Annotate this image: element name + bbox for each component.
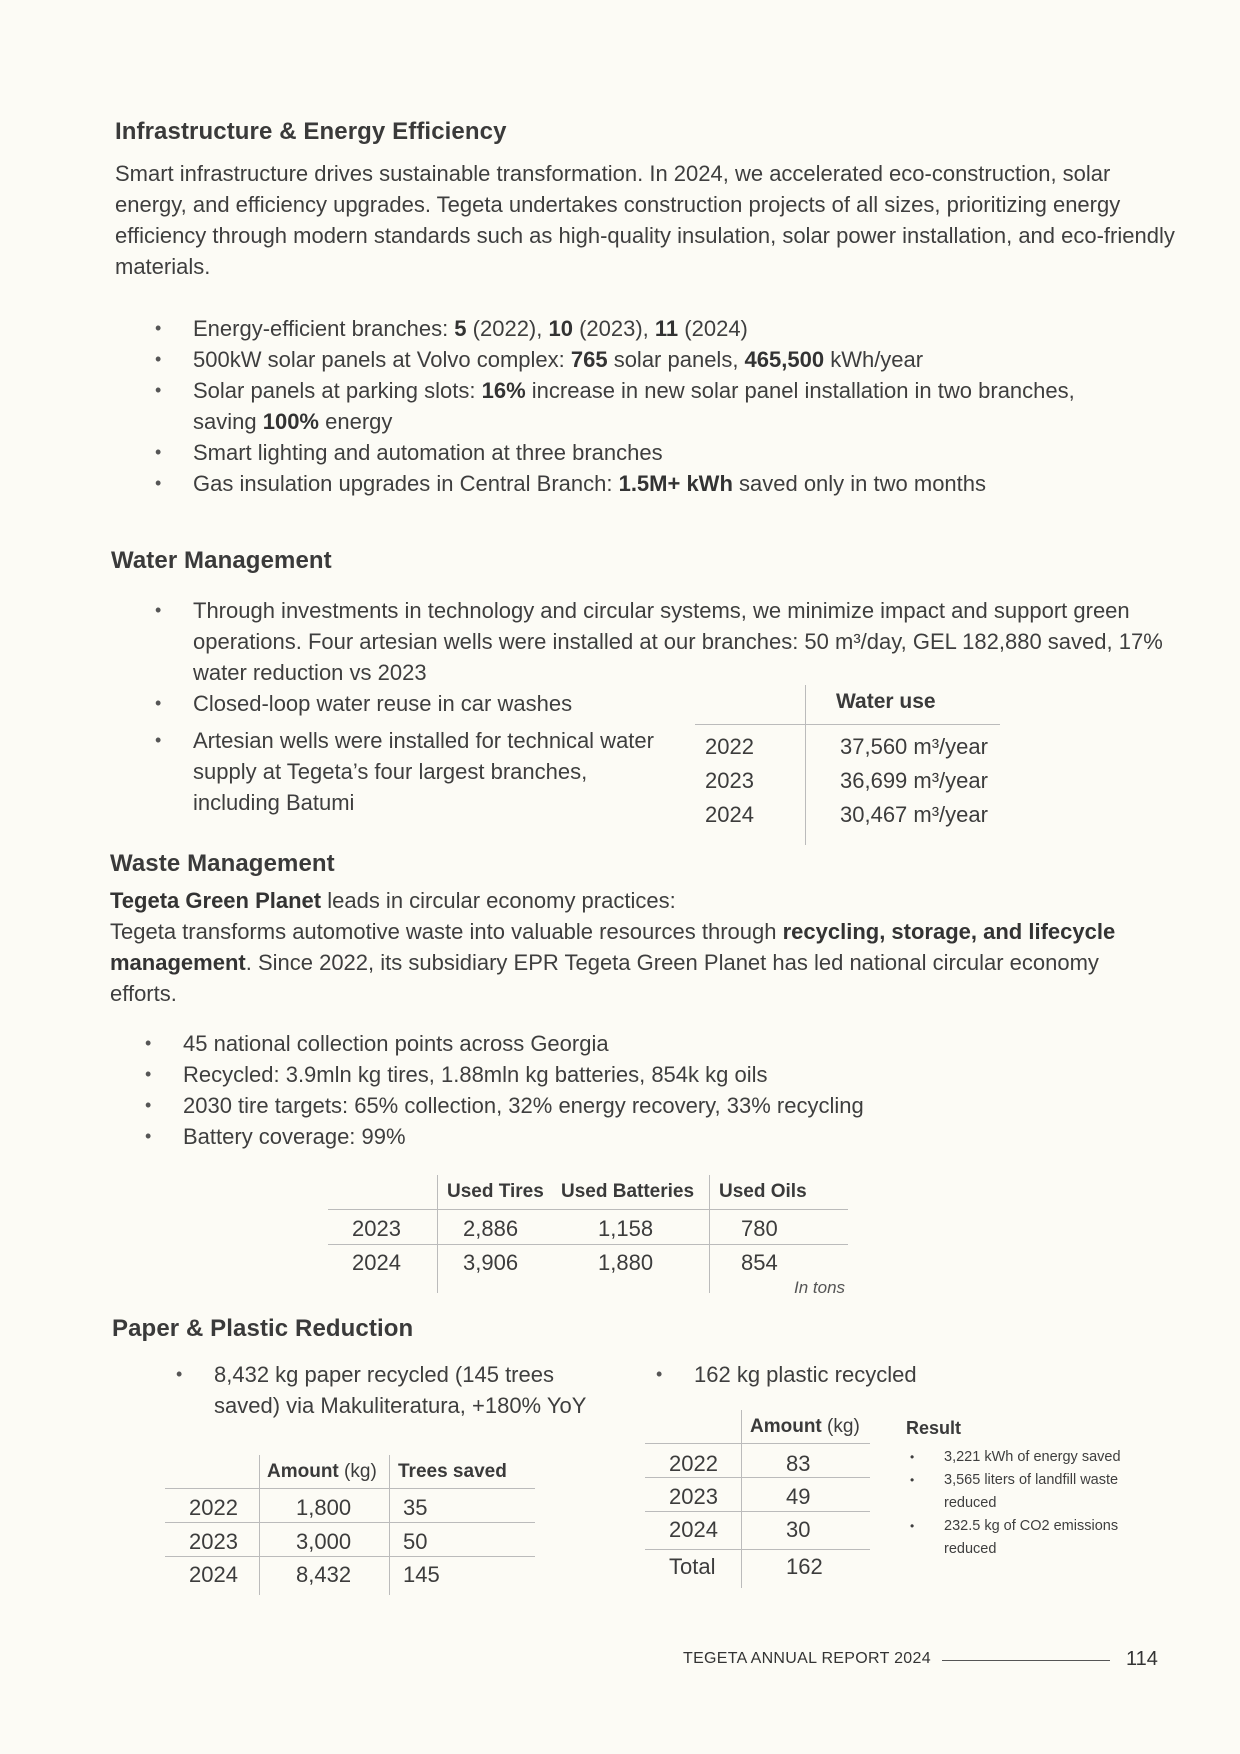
list-item: • Solar panels at parking slots: 16% increase in new solar panel installation in two branches, saving 100% energy bbox=[155, 375, 1105, 437]
waste-table: Used Tires Used Batteries Used Oils 2023 2,886 1,158 780 2024 3,906 1,880 854 In tons bbox=[328, 1175, 848, 1295]
paper-bullets bbox=[176, 1359, 616, 1421]
result-list bbox=[906, 1446, 1156, 1561]
list-item: • 3,221 kWh of energy saved bbox=[906, 1446, 1156, 1469]
header-used-batteries: Used Batteries bbox=[561, 1181, 695, 1202]
table-row: 2023 bbox=[705, 768, 754, 793]
water-heading: Water Management bbox=[111, 547, 332, 574]
list-item: • 232.5 kg of CO2 emissions reduced bbox=[906, 1515, 1156, 1561]
list-item: • Through investments in technology and circular systems, we minimize impact and support green operations. Four artesian wells were installed at our branches: 50 m³/day, GEL 182,880 saved, 17% water reduction vs 2023 bbox=[155, 595, 1175, 688]
list-item: • 8,432 kg paper recycled (145 trees saved) via Makuliteratura, +180% YoY bbox=[176, 1359, 616, 1421]
header-used-tires: Used Tires bbox=[447, 1181, 544, 1202]
waste-bullets bbox=[145, 1028, 1145, 1152]
infrastructure-intro: Smart infrastructure drives sustainable transformation. In 2024, we accelerated eco-construction, solar energy, and efficiency upgrades. Tegeta undertakes construction projects of all sizes, prioritizing energy efficiency through modern standards such as high-quality insulation, solar power installation, and eco-friendly materials. bbox=[115, 161, 1175, 279]
list-item: • Recycled: 3.9mln kg tires, 1.88mln kg batteries, 854k kg oils bbox=[145, 1059, 1145, 1090]
list-item: • 500kW solar panels at Volvo complex: 765 solar panels, 465,500 kWh/year bbox=[155, 344, 1155, 375]
infrastructure-heading: Infrastructure & Energy Efficiency bbox=[115, 118, 507, 145]
header-amount: Amount (kg) bbox=[750, 1416, 860, 1437]
waste-heading: Waste Management bbox=[110, 850, 335, 877]
list-item: • Battery coverage: 99% bbox=[145, 1121, 1145, 1152]
infrastructure-bullets bbox=[155, 313, 1155, 499]
footer-report-title: TEGETA ANNUAL REPORT 2024 bbox=[683, 1650, 931, 1667]
page-number: 114 bbox=[1126, 1648, 1158, 1670]
list-item: • 45 national collection points across Georgia bbox=[145, 1028, 1145, 1059]
header-amount: Amount (kg) bbox=[267, 1461, 377, 1482]
list-item: • Closed-loop water reuse in car washes bbox=[155, 688, 1175, 719]
table-row: 2022 bbox=[705, 734, 754, 759]
plastic-bullets bbox=[656, 1359, 1056, 1390]
water-use-table bbox=[695, 685, 1000, 845]
header-trees-saved: Trees saved bbox=[398, 1461, 507, 1482]
footer-divider bbox=[942, 1660, 1110, 1661]
list-item: • 162 kg plastic recycled bbox=[656, 1359, 1056, 1390]
table-row: 2024 bbox=[705, 802, 754, 827]
list-item: • 3,565 liters of landfill waste reduced bbox=[906, 1469, 1156, 1515]
list-item: • Artesian wells were installed for technical water supply at Tegeta’s four largest branches, including Batumi bbox=[155, 725, 655, 818]
water-use-header: Water use bbox=[836, 690, 936, 713]
waste-paragraph: Tegeta transforms automotive waste into valuable resources through recycling, storage, and lifecycle management. Since 2022, its subsidiary EPR Tegeta Green Planet has led national circular economy efforts. bbox=[110, 919, 1116, 1006]
list-item: • 2030 tire targets: 65% collection, 32% energy recovery, 33% recycling bbox=[145, 1090, 1145, 1121]
list-item: • Gas insulation upgrades in Central Branch: 1.5M+ kWh saved only in two months bbox=[155, 468, 1155, 499]
units-note: In tons bbox=[794, 1278, 846, 1297]
paper-table: Amount (kg) Trees saved 2022 1,800 35 2023 3,000 50 2024 8,432 145 bbox=[165, 1455, 535, 1595]
table-cell: 30,467 m³/year bbox=[840, 802, 988, 827]
water-bullets bbox=[155, 595, 1175, 818]
header-used-oils: Used Oils bbox=[719, 1181, 807, 1202]
paper-plastic-heading: Paper & Plastic Reduction bbox=[112, 1315, 414, 1342]
list-item: • Smart lighting and automation at three branches bbox=[155, 437, 1155, 468]
list-item: • Energy-efficient branches: 5 (2022), 10 (2023), 11 (2024) bbox=[155, 313, 1155, 344]
table-cell: 36,699 m³/year bbox=[840, 768, 988, 793]
plastic-table: Amount (kg) 2022 83 2023 49 2024 30 Total 162 bbox=[645, 1410, 870, 1590]
result-heading: Result bbox=[906, 1418, 962, 1438]
table-cell: 37,560 m³/year bbox=[840, 734, 988, 759]
waste-lead: Tegeta Green Planet leads in circular economy practices: bbox=[110, 888, 676, 913]
